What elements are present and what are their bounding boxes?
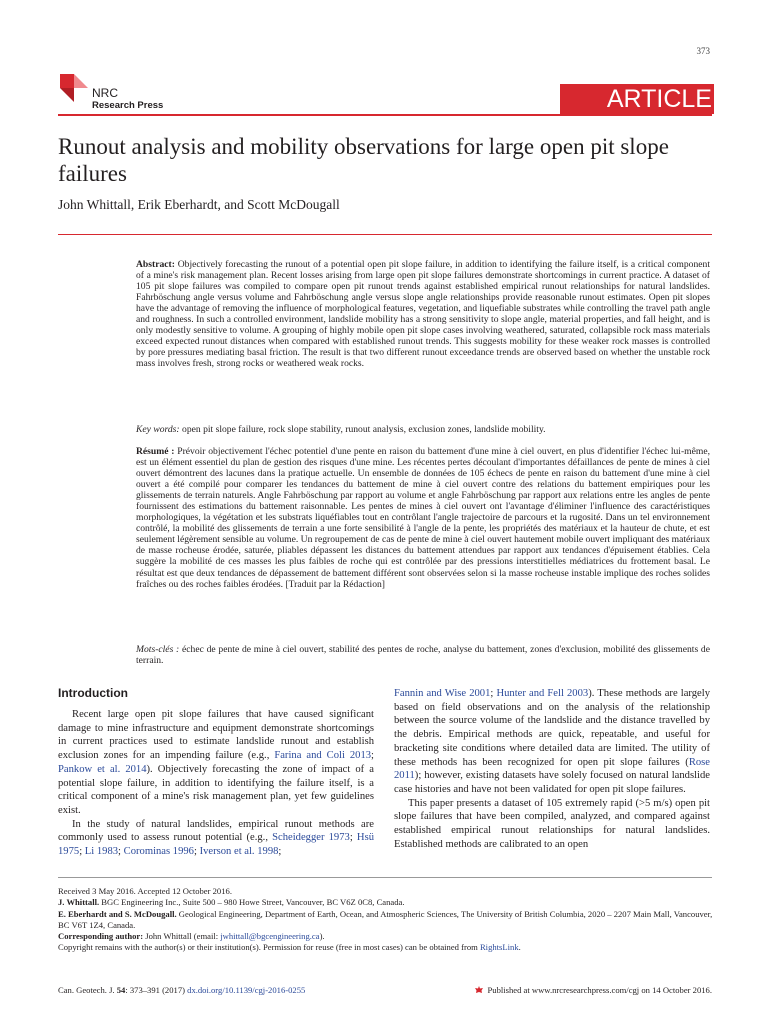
affiliation-name: E. Eberhardt and S. McDougall. [58, 908, 177, 919]
paragraph [58, 818, 374, 859]
title-rule [58, 234, 712, 235]
resume [136, 446, 710, 590]
paragraph [58, 708, 374, 818]
publisher-name: NRC [92, 86, 118, 100]
separator: ; [193, 846, 200, 858]
keywords [136, 424, 710, 435]
citation-link[interactable]: Pankow et al. 2014 [58, 763, 147, 775]
footnotes [58, 886, 714, 954]
journal-volume: 54 [116, 985, 126, 995]
received-dates: Received 3 May 2016. Accepted 12 October 2016. [58, 886, 232, 896]
abstract-label: Abstract: [136, 259, 175, 270]
corresponding-label: Corresponding author: [58, 931, 144, 942]
citation-link[interactable]: Hsü 1975 [58, 832, 374, 858]
page-number: 373 [696, 46, 710, 56]
article-title: Runout analysis and mobility observations for large open pit slope failures [58, 134, 669, 186]
keywords-text: open pit slope failure, rock slope stability, runout analysis, exclusion zones, landslide mobility. [179, 424, 546, 435]
paragraph-text: ). Objectively forecasting the zone of impact of a potential slope failure, in addition to identifying the failure itself, is a critical component of a mine's risk management plan, yet few guidelines exist. [58, 763, 374, 816]
corresponding-author [58, 931, 714, 942]
author-list: John Whittall, Erik Eberhardt, and Scott McDougall [58, 197, 340, 212]
resume-text: Prévoir objectivement l'échec potentiel d'une pente en raison du battement d'une mine à ciel ouvert, en plus d'identifier l'échec lui-même, est un élément essentiel du plan de gestion des risques d'une mine. Les récentes pertes découlant d'importantes défaillances de pente de mines à ciel ouvert démontrent des lacunes dans la pratique actuelle. Un ensemble de données de 105 échecs de pente en raison du battement d'une mine à ciel ouvert a été compilé pour comparer les tendances du battement de mine à ciel ouvert contre des relations du battement empiriques pour les glissements de terrain naturels. Angle Fahrböschung par rapport au volume et angle Fahrböschung par rapport aux relations entre les angles de pente fournissent des estimations du battement raisonnable. Les pentes de mines à ciel ouvert ont l'avantage d'éliminer l'influence des caractéristiques morphologiques, la végétation et les substrats liquéfiables tout en contrôlant l'angle trajectoire de parcours et la rugosité. Dans un tel environnement contrôlé, la mobilité des glissements de terrain a une forte sensibilité à l'angle de la pente, les propriétés des matériaux et la hauteur de chute, et est seulement légèrement sensible au volume. Un regroupement de cas de pente de mine à ciel ouvert hautement mobile ouvert impliquant des matériaux de masse rocheuse érodée, saturée, pliables dépassent les distances du battement attendues par rapport aux tendances d'épuisement établies. Cela suggère la mobilité de ces masses les plus faibles de roche qui est contrôlée par des pressions interstitielles médiatrices du frottement basal. Le résultat est que deux tendances de dépassement de battement différent sont observées selon si la masse rocheuse instable implique des roches solides fraîches ou des roches faibles érodées. [Traduit par la Rédaction] [136, 446, 710, 590]
article-type-label: ARTICLE [560, 84, 714, 114]
abstract [136, 259, 710, 369]
footnote-rule [58, 877, 712, 878]
resume-label: Résumé : [136, 446, 175, 457]
affiliation [58, 909, 714, 932]
separator: ; [118, 846, 124, 858]
citation-link[interactable]: Corominas 1996 [123, 846, 194, 858]
citation-link[interactable]: Li 1983 [84, 846, 119, 858]
separator: ; [349, 832, 357, 844]
paragraph-text: ). These methods are largely based on field observations and on the analysis of the relationship between the source volume of the landslide and the distance travelled by the debris. Empirical methods are quick, repeatable, and useful for bracketing site conditions where detailed data are limited. The utility of these methods has been recognized for open pit slope failures ( [394, 688, 710, 768]
citation-link[interactable]: Iverson et al. 1998 [199, 846, 279, 858]
corresponding-text: John Whittall (email: [143, 931, 221, 942]
mots-cles [136, 644, 710, 666]
paragraph-text: Recent large open pit slope failures that have caused significant damage to mine infrastructure and equipment demonstrate shortcomings in current practices used to estimate landslide runout and establish exclusion zones for an impending failure (e.g., [58, 709, 374, 762]
body-column-right [394, 687, 710, 851]
separator: ; [278, 846, 282, 858]
separator: ; [490, 688, 497, 699]
affiliation [58, 897, 714, 908]
maple-leaf-icon [475, 986, 483, 994]
affiliation-text: Geological Engineering, Department of Earth, Ocean, and Atmospheric Sciences, The University of British Columbia, 2020 – 2207 Main Mall, Vancouver, BC V6T 1Z4, Canada. [58, 908, 713, 930]
keywords-label: Key words: [136, 424, 180, 435]
journal-pages: : 373–391 (2017) [125, 985, 188, 995]
citation-link[interactable]: Fannin and Wise 2001 [394, 688, 491, 699]
paragraph-text: ); however, existing datasets have solely focused on natural landslide case histories and have not been validated for open pit slope failures. [394, 770, 710, 795]
header-rule [58, 114, 712, 116]
separator: ; [371, 750, 374, 762]
paragraph [394, 687, 710, 797]
copyright-end: . [518, 942, 521, 953]
affiliation-text: BGC Engineering Inc., Suite 500 – 980 Howe Street, Vancouver, BC V6Z 0C8, Canada. [99, 897, 405, 908]
email-link[interactable]: jwhittall@bgcengineering.ca [220, 931, 320, 942]
corresponding-end: ). [319, 931, 325, 942]
paragraph-text: In the study of natural landslides, empirical runout methods are commonly used to assess runout potential (e.g., [58, 818, 374, 844]
abstract-text: Objectively forecasting the runout of a potential open pit slope failure, in addition to identifying the failure itself, is a critical component of a mine's risk management plan. Recent losses arising from large open pit slope failures demonstrate shortcomings in current practice. A dataset of 105 pit slope failures was compiled to compare open pit runout trends against established empirical runout relationships for natural landslides. Fahrböschung angle versus volume and Fahrböschung angle versus slope angle relationships provide reasonable runout estimates. Open pit slopes have the advantage of removing the influence of morphological features, vegetation, and liquefiable substrates while controlling the travel path angle and roughness. In such a controlled environment, landslide mobility has a strong sensitivity to slope angle, material properties, and fall height, and is only modestly sensitive to volume. A grouping of highly mobile open pit slope cases involving weathered, saturated, collapsible rock mass materials exceed expected runout distances when compared with established runout trends. This suggests mobility for these weaker rock masses is controlled by pore pressures mediating basal friction. The result is that two different runout exceedance trends are observed based on whether the unstable rock mass involves fresh, strong rocks or weathered weak rocks. [136, 259, 710, 370]
citation-link[interactable]: Scheidegger 1973 [272, 832, 350, 844]
nrc-logo-icon [58, 68, 92, 102]
rightslink-link[interactable]: RightsLink [479, 942, 519, 953]
nrc-logo [58, 68, 168, 118]
copyright-text: Copyright remains with the author(s) or their institution(s). Permission for reuse (free in most cases) can be obtained from [58, 942, 480, 953]
section-heading-introduction: Introduction [58, 686, 128, 700]
published-text: Published at www.nrcresearchpress.com/cgj on 14 October 2016. [487, 985, 712, 995]
paragraph: This paper presents a dataset of 105 extremely rapid (>5 m/s) open pit slope failures that have been compiled, analyzed, and compared against established empirical runout relationships for natural landslides. Established methods are calibrated to an open [394, 797, 710, 850]
doi-link[interactable]: dx.doi.org/10.1139/cgj-2016-0255 [187, 985, 306, 995]
published-line [442, 985, 712, 995]
publisher-press: Research Press [92, 100, 164, 111]
mots-cles-label: Mots-clés : [136, 644, 180, 655]
body-column-left [58, 708, 374, 859]
copyright [58, 942, 714, 953]
affiliation-name: J. Whittall. [58, 897, 100, 908]
citation-link[interactable]: Rose 2011 [394, 756, 710, 782]
journal-name: Can. Geotech. J. [58, 985, 117, 995]
journal-citation [58, 985, 305, 995]
separator: ; [79, 846, 85, 858]
citation-link[interactable]: Farina and Coli 2013 [274, 750, 372, 762]
mots-cles-text: échec de pente de mine à ciel ouvert, stabilité des pentes de roche, analyse du battement, zones d'exclusion, mobilité des glissements de terrain. [136, 644, 710, 667]
citation-link[interactable]: Hunter and Fell 2003 [496, 688, 589, 699]
